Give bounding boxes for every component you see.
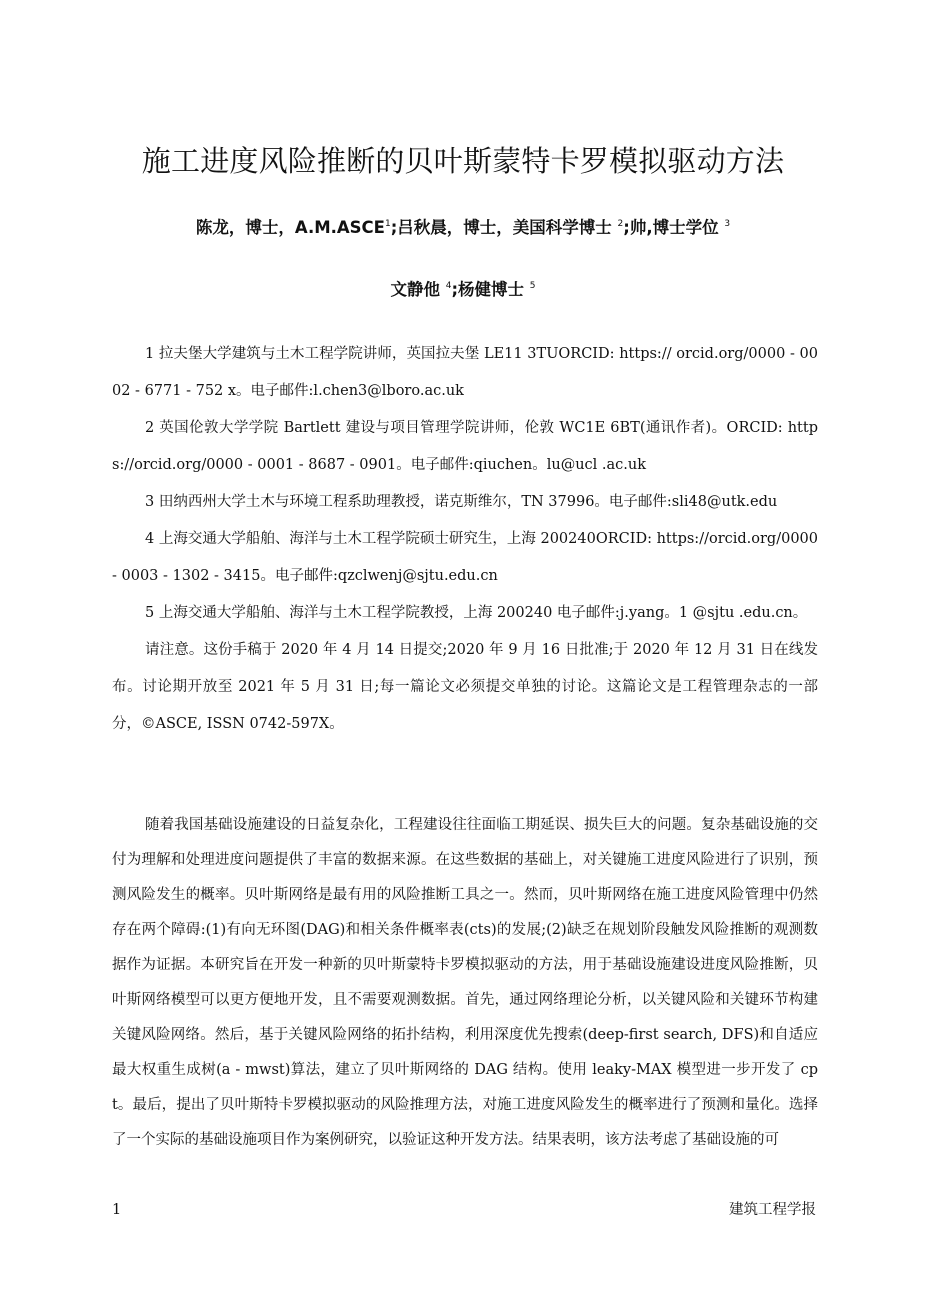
author-affil-marker: 2 [617, 219, 624, 229]
affiliation-2: 2 英国伦敦大学学院 Bartlett 建设与项目管理学院讲师，伦敦 WC1E 6BT(通讯作者)。ORCID: https://orcid.org/0000 - 0001 - 8687 - 0901。电子邮件:qiuchen。lu@ucl .ac.uk [112, 420, 818, 473]
author-affil-marker: 5 [529, 281, 536, 291]
author-name: 陈龙，博士，A.M.ASCE [195, 218, 385, 237]
abstract-paragraph: 随着我国基础设施建设的日益复杂化，工程建设往往面临工期延误、损失巨大的问题。复杂基础设施的交付为理解和处理进度问题提供了丰富的数据来源。在这些数据的基础上，对关键施工进度风险进行了识别，预测风险发生的概率。贝叶斯网络是最有用的风险推断工具之一。然而，贝叶斯网络在施工进度风险管理中仍然存在两个障碍:(1)有向无环图(DAG)和相关条件概率表(cts)的发展;(2)缺乏在规划阶段触发风险推断的观测数据作为证据。本研究旨在开发一种新的贝叶斯蒙特卡罗模拟驱动的方法，用于基础设施建设进度风险推断，贝叶斯网络模型可以更方便地开发，且不需要观测数据。首先，通过网络理论分析，以关键风险和关键环节构建关键风险网络。然后，基于关键风险网络的拓扑结构，利用深度优先搜索(deep-first search, DFS)和自适应最大权重生成树(a - mwst)算法，建立了贝叶斯网络的 DAG 结构。使用 leaky-MAX 模型进一步开发了 cpt。最后，提出了贝叶斯特卡罗模拟驱动的风险推理方法，对施工进度风险发生的概率进行了预测和量化。选择了一个实际的基础设施项目作为案例研究，以验证这种开发方法。结果表明，该方法考虑了基础设施的可 [112, 817, 818, 1148]
author-affil-marker: 3 [724, 219, 731, 229]
author-affil-marker: 4 [445, 281, 452, 291]
affiliation-1: 1 拉夫堡大学建筑与土木工程学院讲师，英国拉夫堡 LE11 3TUORCID: https:// orcid.org/0000 - 0002 - 6771 - 752 x。电子邮件:l.chen3@lboro.ac.uk [112, 346, 818, 399]
page-number: 1 [112, 1202, 122, 1218]
author-name: ;帅,博士学位 [623, 218, 725, 237]
page-footer [112, 1200, 816, 1220]
affiliation-4: 4 上海交通大学船舶、海洋与土木工程学院硕士研究生，上海 200240ORCID: https://orcid.org/0000 - 0003 - 1302 - 3415。电子邮件:qzclwenj@sjtu.edu.cn [112, 531, 818, 584]
affiliations-block [112, 336, 818, 743]
affiliation-3: 3 田纳西州大学土木与环境工程系助理教授，诺克斯维尔，TN 37996。电子邮件:sli48@utk.edu [145, 494, 778, 510]
journal-name: 建筑工程学报 [729, 1202, 816, 1218]
author-line-2 [0, 278, 926, 302]
submission-note: 请注意。这份手稿于 2020 年 4 月 14 日提交;2020 年 9 月 16 日批准;于 2020 年 12 月 31 日在线发布。讨论期开放至 2021 年 5 月 31 日;每一篇论文必须提交单独的讨论。这篇论文是工程管理杂志的一部分，©ASCE, ISSN 0742-597X。 [112, 642, 818, 732]
affiliation-5: 5 上海交通大学船舶、海洋与土木工程学院教授，上海 200240 电子邮件:j.yang。1 @sjtu .edu.cn。 [145, 605, 808, 621]
author-line-1 [0, 216, 926, 240]
author-name: ;杨健博士 [451, 280, 530, 299]
paper-title: 施工进度风险推断的贝叶斯蒙特卡罗模拟驱动方法 [141, 144, 785, 178]
author-name: ;吕秋晨，博士，美国科学博士 [390, 218, 618, 237]
author-name: 文静他 [390, 280, 446, 299]
author-affil-marker: 1 [384, 219, 391, 229]
